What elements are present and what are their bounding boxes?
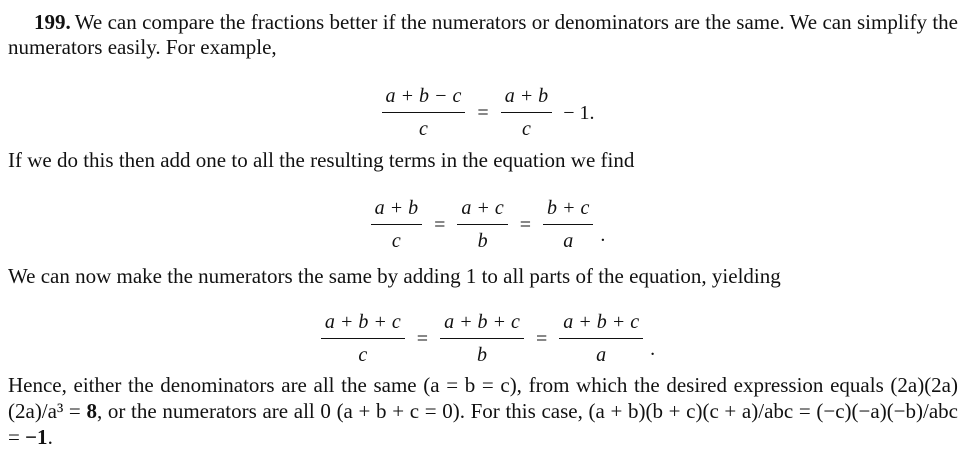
paragraph-numerators: We can now make the numerators the same by adding 1 to all parts of the equation, yielding bbox=[8, 264, 781, 288]
denominator: a bbox=[563, 230, 574, 252]
fraction-3 bbox=[543, 196, 593, 253]
problem-number: 199. bbox=[34, 10, 71, 34]
equals-sign: = bbox=[535, 327, 548, 350]
denominator: b bbox=[477, 230, 488, 252]
result-minus-one: −1 bbox=[25, 425, 48, 449]
denominator: c bbox=[358, 344, 368, 366]
denominator: c bbox=[521, 118, 531, 140]
equation-2 bbox=[0, 196, 972, 253]
denominator: c bbox=[391, 230, 401, 252]
numerator: a + b bbox=[371, 196, 423, 225]
fraction-3 bbox=[559, 310, 643, 367]
equals-sign: = bbox=[477, 101, 489, 124]
equals-sign: = bbox=[434, 213, 446, 236]
denominator: a bbox=[596, 344, 607, 366]
minus-one: − 1. bbox=[563, 101, 595, 124]
numerator: a + c bbox=[457, 196, 507, 225]
fraction-1 bbox=[321, 310, 405, 367]
equals-sign: = bbox=[519, 213, 532, 236]
numerator: a + b + c bbox=[559, 310, 643, 339]
problem-intro bbox=[8, 10, 958, 60]
denominator: c bbox=[419, 118, 428, 140]
numerator: b + c bbox=[543, 196, 593, 225]
equals-sign: = bbox=[416, 327, 429, 350]
period: . bbox=[600, 223, 606, 246]
equation-1 bbox=[0, 84, 972, 141]
numerator: a + b + c bbox=[440, 310, 524, 339]
fraction-1 bbox=[371, 196, 423, 253]
fraction-rhs bbox=[501, 84, 553, 141]
numerator: a + b + c bbox=[321, 310, 405, 339]
conclusion-text-3: . bbox=[47, 425, 53, 449]
fraction-2 bbox=[440, 310, 524, 367]
period: . bbox=[650, 337, 656, 360]
paragraph-conclusion bbox=[8, 372, 958, 450]
intro-text: We can compare the fractions better if the numerators or denominators are the same. We can simplify the numerators easily. For example, bbox=[8, 10, 958, 60]
paragraph-add-one: If we do this then add one to all the resulting terms in the equation we find bbox=[8, 148, 635, 172]
numerator: a + b bbox=[501, 84, 553, 113]
numerator: a + b − c bbox=[382, 84, 466, 113]
conclusion-text-1: Hence, either the denominators are all the same (a = b = c), from which the desired expression equals (2a)(2a)(2a)/a³ = bbox=[8, 373, 958, 423]
denominator: b bbox=[477, 344, 487, 366]
fraction-2 bbox=[457, 196, 507, 253]
equation-3 bbox=[0, 310, 972, 367]
conclusion-text-2: , or the numerators are all 0 (a + b + c = 0). For this case, (a + b)(b + c)(c + a)/abc = (−c)(−a)(−b)/abc = bbox=[8, 399, 958, 449]
result-eight: 8 bbox=[86, 399, 97, 423]
fraction-lhs bbox=[382, 84, 466, 141]
